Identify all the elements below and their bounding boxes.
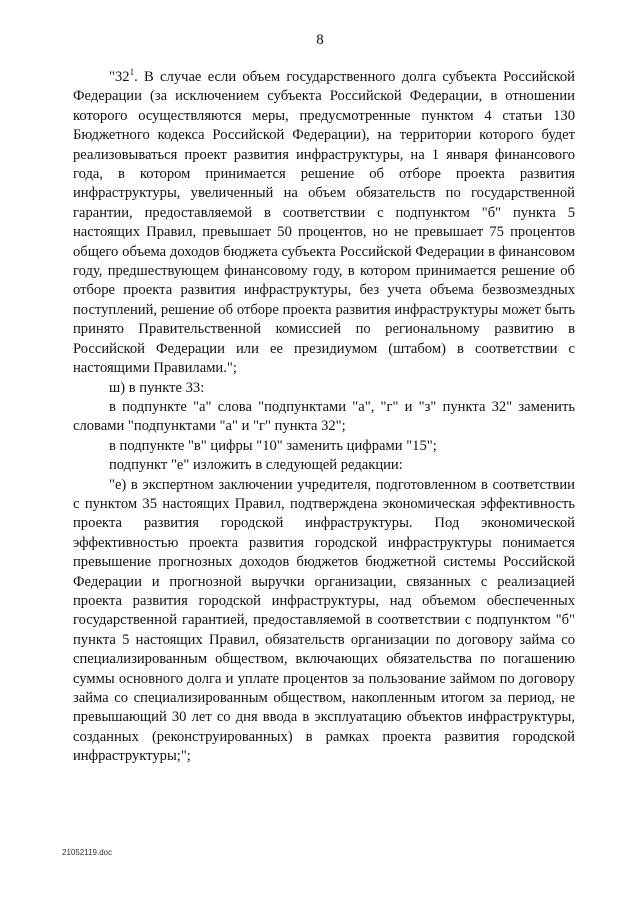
paragraph-subitem-e-text: "е) в экспертном заключении учредителя, подготовленном в соответствии с пунктом 35 настоящих Правил, подтверждена экономическая эффективность проекта развития городской инфраструктуры. Под экономической эффективностью проекта развития городской инфраструктуры понимается превышение прогнозных доходов бюджетов бюджетной системы Российской Федерации и прогнозной выручки организации, связанных с реализацией проекта развития городской инфраструктуры, над объемом обеспеченных государственной гарантией, предоставляемой в соответствии с подпунктом "б" пункта 5 настоящих Правил, обязательств организации по договору займа со специализированным обществом, включающих обязательства по погашению суммы основного долга и уплате процентов за пользование займом по договору займа со специализированным обществом, накопленным итогом за период, не превышающий 30 лет со дня ввода в эксплуатацию объектов инфраструктуры, созданных (реконструированных) в рамках проекта развития городской инфраструктуры;"; xyxy=(73,476,575,765)
paragraph-32-1-superscript: 1 xyxy=(129,67,135,78)
paragraph-32-1-prefix: "32 xyxy=(109,69,130,85)
document-body xyxy=(73,68,575,767)
paragraph-32-1-text: . В случае если объем государственного долга субъекта Российской Федерации (за исключением субъекта Российской Федерации, в отношении которого осуществляются меры, предусмотренные пунктом 4 статьи 130 Бюджетного кодекса Российской Федерации), на территории которого будет реализовываться проект развития инфраструктуры, на 1 января финансового года, в котором принимается решение об отборе проекта развития инфраструктуры, увеличенный на объем обязательств по государственной гарантии, предоставляемой в соответствии с подпунктом "б" пункта 5 настоящих Правил, превышает 50 процентов, но не превышает 75 процентов общего объема доходов бюджета субъекта Российской Федерации в финансовом году, предшествующем финансовому году, в котором принимается решение об отборе проекта развития инфраструктуры, без учета объема безвозмездных поступлений, решение об отборе проекта развития инфраструктуры может быть принято Правительственной комиссией по региональному развитию в Российской Федерации или ее президиумом (штабом) в соответствии с настоящими Правилами."; xyxy=(73,69,575,377)
paragraph-subitem-e-intro: подпункт "е" изложить в следующей редакции: xyxy=(109,457,403,474)
paragraph-32-1 xyxy=(73,68,575,379)
paragraph-item-sh: ш) в пункте 33: xyxy=(109,379,205,396)
paragraph-subitem-v: в подпункте "в" цифры "10" заменить цифрами "15"; xyxy=(109,437,437,454)
page-number: 8 xyxy=(316,32,324,48)
paragraph-subitem-a: в подпункте "а" слова "подпунктами "а", "г" и "з" пункта 32" заменить словами "подпунктами "а" и "г" пункта 32"; xyxy=(73,398,575,435)
footer-document-code: 21052119.doc xyxy=(62,848,113,857)
